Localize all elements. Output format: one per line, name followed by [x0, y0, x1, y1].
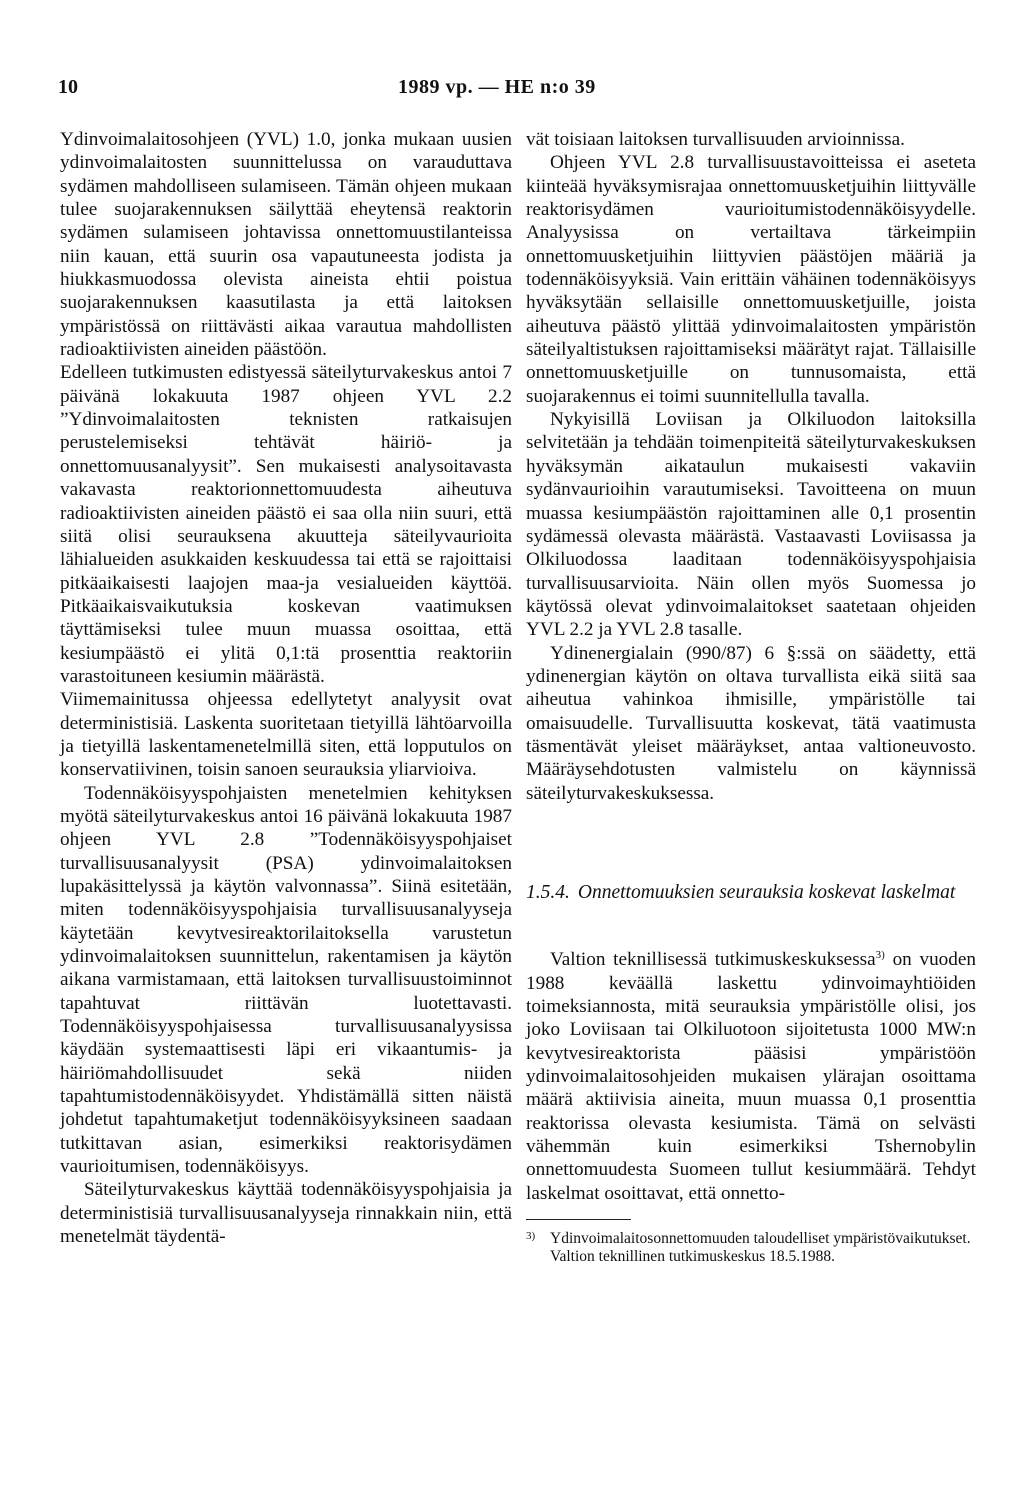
running-title: 1989 vp. — HE n:o 39: [398, 76, 596, 98]
paragraph: [526, 948, 976, 1205]
paragraph: Nykyisillä Loviisan ja Olkiluodon laitoksilla selvitetään ja tehdään toimenpiteitä säteilyturvakeskuksen hyväksymän aikataulun mukaisesti vakaviin sydänvaurioihin varautumiseksi. Tavoitteena on muun muassa kesiumpäästön rajoittaminen alle 0,1 prosentin sydämessä olevasta määrästä. Vastaavasti Loviisassa ja Olkiluodossa laaditaan todennäköisyyspohjaisia turvallisuusarvioita. Näin ollen myös Suomessa jo käytössä olevat ydinvoimalaitokset saatetaan ohjeiden YVL 2.2 ja YVL 2.8 tasalle.: [526, 409, 976, 641]
footnote: [526, 1230, 976, 1266]
paragraph: Ohjeen YVL 2.8 turvallisuustavoitteissa ei aseteta kiinteää hyväksymisrajaa onnettomuusketjuihin liittyvälle reaktorisydämen vaurioitumistodennäköisyydelle. Analyysissa on vertailtava tärkeimpiin onnettomuusketjuihin liittyvien päästöjen määriä ja todennäköisyyksiä. Vain erittäin vähäinen todennäköisyys hyväksytään sellaisille onnettomuusketjuille, joista aiheutuva päästö ylittää ydinvoimalaitosten ympäristön säteilyaltistuksen rajoittamiseksi määrätyt rajat. Tällaisille onnettomuusketjuille on tunnusomaista, että suojarakennus ei toimi suunnitellulla tavalla.: [526, 152, 976, 407]
paragraph: Ydinvoimalaitosohjeen (YVL) 1.0, jonka mukaan uusien ydinvoimalaitosten suunnittelussa on varauduttava sydämen mahdolliseen sulamiseen. Tämän ohjeen mukaan tulee suojarakennuksen säilyttää eheytensä reaktorin sydämen sulamiseen johtavissa onnettomuustilanteissa niin kauan, että suurin osa vapautuneesta jodista ja hiukkasmuodossa olevista aineista ehtii poistua suojarakennuksen kaasutilasta ja että laitoksen ympäristössä on riittävästi aikaa varautua mahdollisten radioaktiivisten aineiden päästöön.: [60, 129, 512, 361]
paragraph-text: on vuoden 1988 keväällä laskettu ydinvoimayhtiöiden toimeksiannosta, mitä seurauksia ympäristölle olisi, jos joko Loviisaan tai Olkiluotoon sijoitetusta 1000 MW:n kevytvesireaktorista pääsisi ympäristöön ydinvoimalaitosohjeiden mukaisen ylärajan osoittama määrä aktiivisia aineita, muun muassa 0,1 prosenttia reaktorissa olevasta kesiumista. Tämä on selvästi vähemmän kuin esimerkiksi Tshernobylin onnettomuudesta Suomeen tullut kesiummäärä. Tehdyt laskelmat osoittavat, että onnetto-: [526, 949, 976, 1204]
paragraph: Säteilyturvakeskus käyttää todennäköisyyspohjaisia ja deterministisiä turvallisuusanalyyseja rinnakkain niin, että menetelmät täydentä-: [60, 1179, 512, 1248]
paragraph: Edelleen tutkimusten edistyessä säteilyturvakeskus antoi 7 päivänä lokakuuta 1987 ohjeen YVL 2.2 ”Ydinvoimalaitosten teknisten ratkaisujen perustelemiseksi tehtävät häiriö- ja onnettomuusanalyysit”. Sen mukaisesti analysoitavasta vakavasta reaktorionnettomuudesta aiheutuva radioaktiivisten aineiden päästö ei saa olla niin suuri, että siitä olisi seurauksena akuutteja säteilyvaurioita lähialueiden asukkaiden keskuudessa tai että se rajoittaisi pitkäaikaisesti laajojen maa-ja vesialueiden käyttöä. Pitkäaikaisvaikutuksia koskevan vaatimuksen täyttämiseksi tulee muun muassa osoittaa, että kesiumpäästö ei ylitä 0,1:tä prosenttia reaktoriin varastoituneen kesiumin määrästä.: [60, 362, 512, 687]
page-header: [58, 76, 1008, 106]
footnote-text: Ydinvoimalaitosonnettomuuden taloudelliset ympäristövaikutukset. Valtion teknillinen tutkimuskeskus 18.5.1988.: [550, 1230, 971, 1266]
paragraph: vät toisiaan laitoksen turvallisuuden arvioinnissa.: [526, 129, 905, 150]
section-heading: [526, 881, 976, 904]
paragraph-text: Valtion teknillisessä tutkimuskeskuksessa: [550, 949, 876, 971]
left-column: [60, 128, 512, 1249]
right-column: [526, 128, 976, 1266]
paragraph: Todennäköisyyspohjaisten menetelmien kehityksen myötä säteilyturvakeskus antoi 16 päivänä lokakuuta 1987 ohjeen YVL 2.8 ”Todennäköisyyspohjaiset turvallisuusanalyysit (PSA) ydinvoimalaitoksen lupakäsittelyssä ja käytön valvonnassa”. Siinä esitetään, miten todennäköisyyspohjaisia turvallisuusanalyyseja käytetään kevytvesireaktorilaitoksella varustetun ydinvoimalaitoksen suunnittelun, rakentamisen ja käytön aikana varmistamaan, että laitoksen turvallisuustoiminnot tapahtuvat riittävän luotettavasti. Todennäköisyyspohjaisessa turvallisuusanalyysissa käydään systemaattisesti läpi eri vikaantumis- ja häiriömahdollisuudet sekä niiden tapahtumistodennäköisyydet. Yhdistämällä sitten näistä johdetut tapahtumaketjut todennäköisyyksineen saadaan tutkittavan asian, esimerkiksi reaktorisydämen vaurioitumisen, todennäköisyys.: [60, 782, 512, 1178]
footnote-mark: 3): [526, 1230, 536, 1243]
section-title: Onnettomuuksien seurauksia koskevat laskelmat: [577, 881, 956, 903]
paragraph: Viimemainitussa ohjeessa edellytetyt analyysit ovat deterministisiä. Laskenta suoritetaan tietyillä lähtöarvoilla ja tietyillä laskentamenetelmillä siten, että lopputulos on konservatiivinen, toisin sanoen seurauksia yliarvioiva.: [60, 689, 512, 781]
paragraph: Ydinenergialain (990/87) 6 §:ssä on säädetty, että ydinenergian käytön on oltava turvallista eikä siitä saa aiheutua vahinkoa ihmisille, ympäristölle tai omaisuudelle. Turvallisuutta koskevat, tätä vaatimusta täsmentävät yleiset määräykset, antaa valtioneuvosto. Määräysehdotusten valmistelu on käynnissä säteilyturvakeskuksessa.: [526, 642, 976, 804]
footnote-divider: [526, 1219, 631, 1220]
page-number: 10: [58, 76, 78, 98]
footnote-reference: 3): [875, 949, 885, 962]
section-number: 1.5.4.: [526, 881, 570, 903]
